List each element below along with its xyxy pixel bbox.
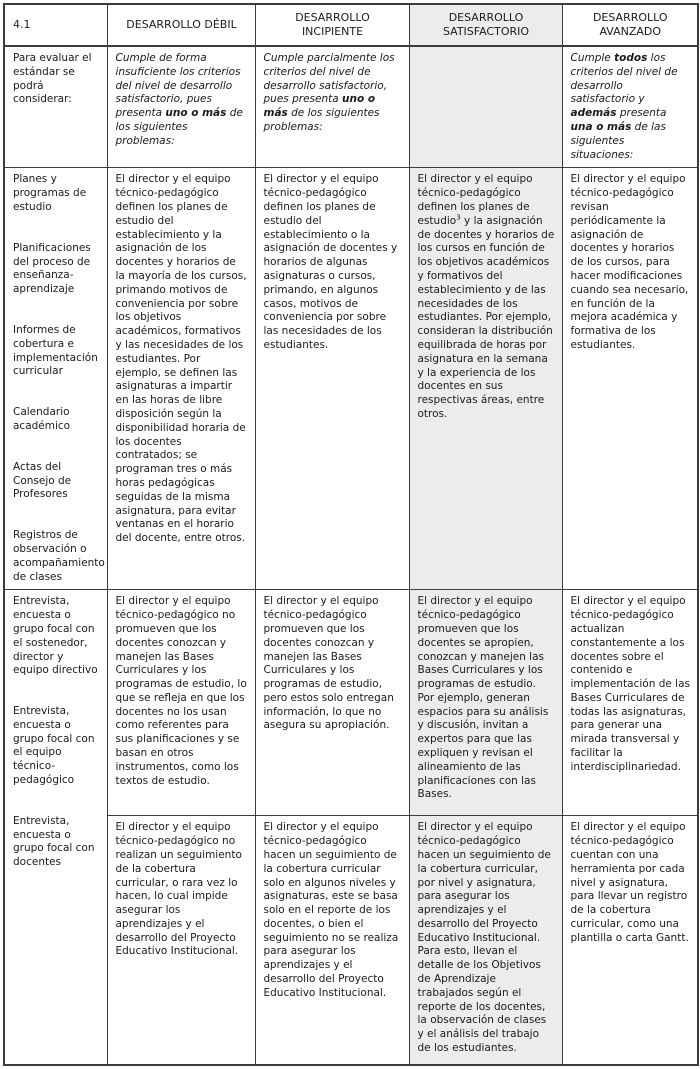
criterion-row-cobertura-curricular — [4, 816, 698, 1065]
cell-row4-avanzado: El director y el equipo técnico-pedagógico actualizan constantemente a los docentes sobre el contenido e implementación de las Bases Curriculares de todas las asignaturas, para generar una mirada transversal y facilitar la interdisciplinariedad. — [562, 590, 698, 816]
cell-row4-debil: El director y el equipo técnico-pedagógico no promueven que los docentes conozcan y manejen las Bases Curriculares y los programas de estudio, lo que se refleja en que los docentes no los usan como referentes para sus planificaciones y se basan en otros instrumentos, como los textos de estudio. — [107, 590, 255, 816]
cell-row5-incipiente: El director y el equipo técnico-pedagógico hacen un seguimiento de la cobertura curricular solo en algunos niveles y asignaturas, este se basa solo en el reporte de los docentes, o bien el seguimiento no se realiza para asegurar los aprendizajes y el desarrollo del Proyecto Educativo Institucional. — [255, 816, 409, 1065]
evidence-list-item: Entrevista, encuesta o grupo focal con docentes — [13, 814, 95, 869]
evidence-list-item: Entrevista, encuesta o grupo focal con el sostenedor, director y equipo directivo — [13, 595, 98, 677]
evidence-list-item: Actas del Consejo de Profesores — [13, 460, 72, 501]
intro-debil: Cumple de forma insuficiente los criterios del nivel de desarrollo satisfactorio, pues presenta uno o más de los siguientes problemas: — [107, 46, 255, 168]
standard-code: 4.1 — [4, 4, 107, 46]
intro-row — [4, 46, 698, 168]
criterion-row-bases-curriculares — [4, 590, 698, 816]
evidence-interviews-list — [4, 590, 107, 1065]
evidence-list-item: Planes y programas de estudio — [13, 173, 87, 213]
cell-row5-avanzado: El director y el equipo técnico-pedagógico cuentan con una herramienta por cada nivel y asignatura, para llevar un registro de la cobertura curricular, como una plantilla o carta Gantt. — [562, 816, 698, 1065]
evidence-list-item: Informes de cobertura e implementación curricular — [13, 323, 98, 378]
cell-row3-debil: El director y el equipo técnico-pedagógico definen los planes de estudio del establecimiento y la asignación de los docentes y horarios de la mayoría de los cursos, primando motivos de conveniencia por sobre los objetivos académicos, formativos y las necesidades de los estudiantes. Por ejemplo, se definen las asignaturas a impartir en las horas de libre disposición según la disponibilidad horaria de los docentes contratados; se programan tres o más horas pedagógicas seguidas de la misma asignatura, para evitar ventanas en el horario del docente, entre otros. — [107, 168, 255, 590]
cell-row3-satisfactorio: El director y el equipo técnico-pedagógico definen los planes de estudio$^3$ y la asignación de docentes y horarios de los cursos en función de los objetivos académicos y formativos del establecimiento y de las necesidades de los estudiantes. Por ejemplo, consideran la distribución equilibrada de horas por asignatura en la semana y la experiencia de los docentes en sus respectivas áreas, entre otros. — [409, 168, 562, 590]
cell-row5-satisfactorio: El director y el equipo técnico-pedagógico hacen un seguimiento de la cobertura curricular, por nivel y asignatura, para asegurar los aprendizajes y el desarrollo del Proyecto Educativo Institucional. Para esto, llevan el detalle de los Objetivos de Aprendizaje trabajados según el reporte de los docentes, la observación de clases y el análisis del trabajo de los estudiantes. — [409, 816, 562, 1065]
col-header-desarrollo-incipiente: DESARROLLO INCIPIENTE — [255, 4, 409, 46]
evidence-list-item: Registros de observación o acompañamiento de clases — [13, 529, 105, 583]
cell-row5-debil: El director y el equipo técnico-pedagógico no realizan un seguimiento de la cobertura curricular, o rara vez lo hacen, lo cual impide asegurar los aprendizajes y el desarrollo del Proyecto Educativo Institucional. — [107, 816, 255, 1065]
col-header-desarrollo-debil: DESARROLLO DÉBIL — [107, 4, 255, 46]
cell-row4-incipiente: El director y el equipo técnico-pedagógico promueven que los docentes conozcan y manejen las Bases Curriculares y los programas de estudio, pero estos solo entregan información, lo que no asegura su apropiación. — [255, 590, 409, 816]
evidence-documents-list — [4, 168, 107, 590]
cell-row4-satisfactorio: El director y el equipo técnico-pedagógico promueven que los docentes se apropien, conozcan y manejen las Bases Curriculares y los programas de estudio. Por ejemplo, generan espacios para su análisis y discusión, invitan a expertos para que las expliquen y revisan el alineamiento de las planificaciones con las Bases. — [409, 590, 562, 816]
intro-evidence-label: Para evaluar el estándar se podrá considerar: — [4, 46, 107, 168]
cell-row3-incipiente: El director y el equipo técnico-pedagógico definen los planes de estudio del establecimiento o la asignación de docentes y horarios de algunas asignaturas o cursos, primando, en algunos casos, motivos de conveniencia por sobre las necesidades de los estudiantes. — [255, 168, 409, 590]
col-header-desarrollo-satisfactorio: DESARROLLO SATISFACTORIO — [409, 4, 562, 46]
evidence-list-item: Entrevista, encuesta o grupo focal con el equipo técnico-pedagógico — [13, 705, 95, 787]
intro-incipiente: Cumple parcialmente los criterios del nivel de desarrollo satisfactorio, pues presenta uno o más de los siguientes problemas: — [255, 46, 409, 168]
evidence-list-item: Calendario académico — [13, 406, 71, 432]
col-header-desarrollo-avanzado: DESARROLLO AVANZADO — [562, 4, 698, 46]
rubric-table — [3, 3, 699, 1066]
intro-avanzado: Cumple todos los criterios del nivel de desarrollo satisfactorio y además presenta una o más de las siguientes situaciones: — [562, 46, 698, 168]
criterion-row-planes-de-estudio — [4, 168, 698, 590]
evidence-list-item: Planificaciones del proceso de enseñanza-aprendizaje — [13, 241, 91, 296]
intro-satisfactorio-empty — [409, 46, 562, 168]
cell-row3-avanzado: El director y el equipo técnico-pedagógico revisan periódicamente la asignación de docentes y horarios de los cursos, para hacer modificaciones cuando sea necesario, en función de la mejora académica y formativa de los estudiantes. — [562, 168, 698, 590]
header-row — [4, 4, 698, 46]
